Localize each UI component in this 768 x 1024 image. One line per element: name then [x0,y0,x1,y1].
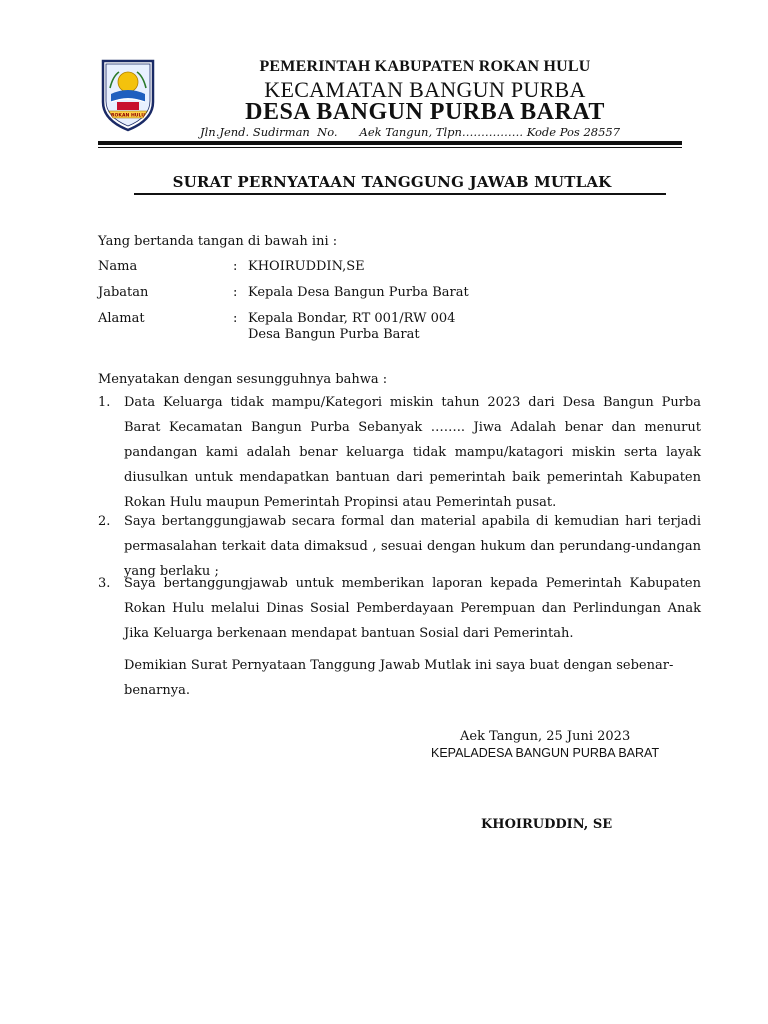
field-colon: : [233,311,238,326]
signature-name: KHOIRUDDIN, SE [481,817,613,832]
field-label-address: Alamat [98,311,145,326]
statement-item [98,390,701,515]
field-label-name: Nama [98,259,138,274]
declaration-intro: Menyatakan dengan sesungguhnya bahwa : [98,372,388,387]
field-colon: : [233,285,238,300]
letterhead-divider-thin [98,147,682,148]
title-underline [134,193,666,195]
letterhead-divider-thick [98,141,682,145]
statement-item [98,571,701,646]
intro-text: Yang bertanda tangan di bawah ini : [98,234,338,249]
statement-number: 2. [98,514,111,529]
statement-text: Data Keluarga tidak mampu/Kategori miskin tahun 2023 dari Desa Bangun Purba Barat Kecamatan Bangun Purba Sebanyak …….. Jiwa Adalah benar dan menurut pandangan kami adalah benar keluarga tidak mampu/katagori miskin serta layak diusulkan untuk mendapatkan bantuan dari pemerintah baik pemerintah Kabupaten Rokan Hulu maupun Pemerintah Propinsi atau Pemerintah pusat. [124,395,701,510]
field-value-address-line1: Kepala Bondar, RT 001/RW 004 [248,311,456,326]
signature-title: KEPALADESA BANGUN PURBA BARAT [431,746,660,760]
statement-number: 1. [98,395,111,410]
statement-text: Saya bertanggungjawab untuk memberikan laporan kepada Pemerintah Kabupaten Rokan Hulu melalui Dinas Sosial Pemberdayaan Perempuan dan Perlindungan Anak Jika Keluarga berkenaan mendapat bantuan Sosial dari Pemerintah. [124,576,701,641]
field-colon: : [233,259,238,274]
letterhead-government: PEMERINTAH KABUPATEN ROKAN HULU [259,58,591,75]
regency-emblem-icon [99,58,157,132]
signature-place-date: Aek Tangun, 25 Juni 2023 [460,729,631,744]
letterhead-village: DESA BANGUN PURBA BARAT [245,99,605,125]
letterhead-address: Jln.Jend. Sudirman No. Aek Tangun, Tlpn……………. Kode Pos 28557 [200,125,621,139]
document-title: SURAT PERNYATAAN TANGGUNG JAWAB MUTLAK [172,173,612,191]
field-value-position: Kepala Desa Bangun Purba Barat [248,285,469,300]
field-label-position: Jabatan [98,285,149,300]
statement-number: 3. [98,576,111,591]
svg-text:ROKAN HULU: ROKAN HULU [110,113,146,119]
closing-paragraph: Demikian Surat Pernyataan Tanggung Jawab Mutlak ini saya buat dengan sebenar-benarnya. [124,658,674,698]
field-value-address-line2: Desa Bangun Purba Barat [248,327,420,342]
letterhead-district: KECAMATAN BANGUN PURBA [264,77,586,102]
field-value-name: KHOIRUDDIN,SE [248,259,365,274]
statement-text: Saya bertanggungjawab secara formal dan material apabila di kemudian hari terjadi permasalahan terkait data dimaksud , sesuai dengan hukum dan perundang-undangan yang berlaku ; [124,514,701,579]
